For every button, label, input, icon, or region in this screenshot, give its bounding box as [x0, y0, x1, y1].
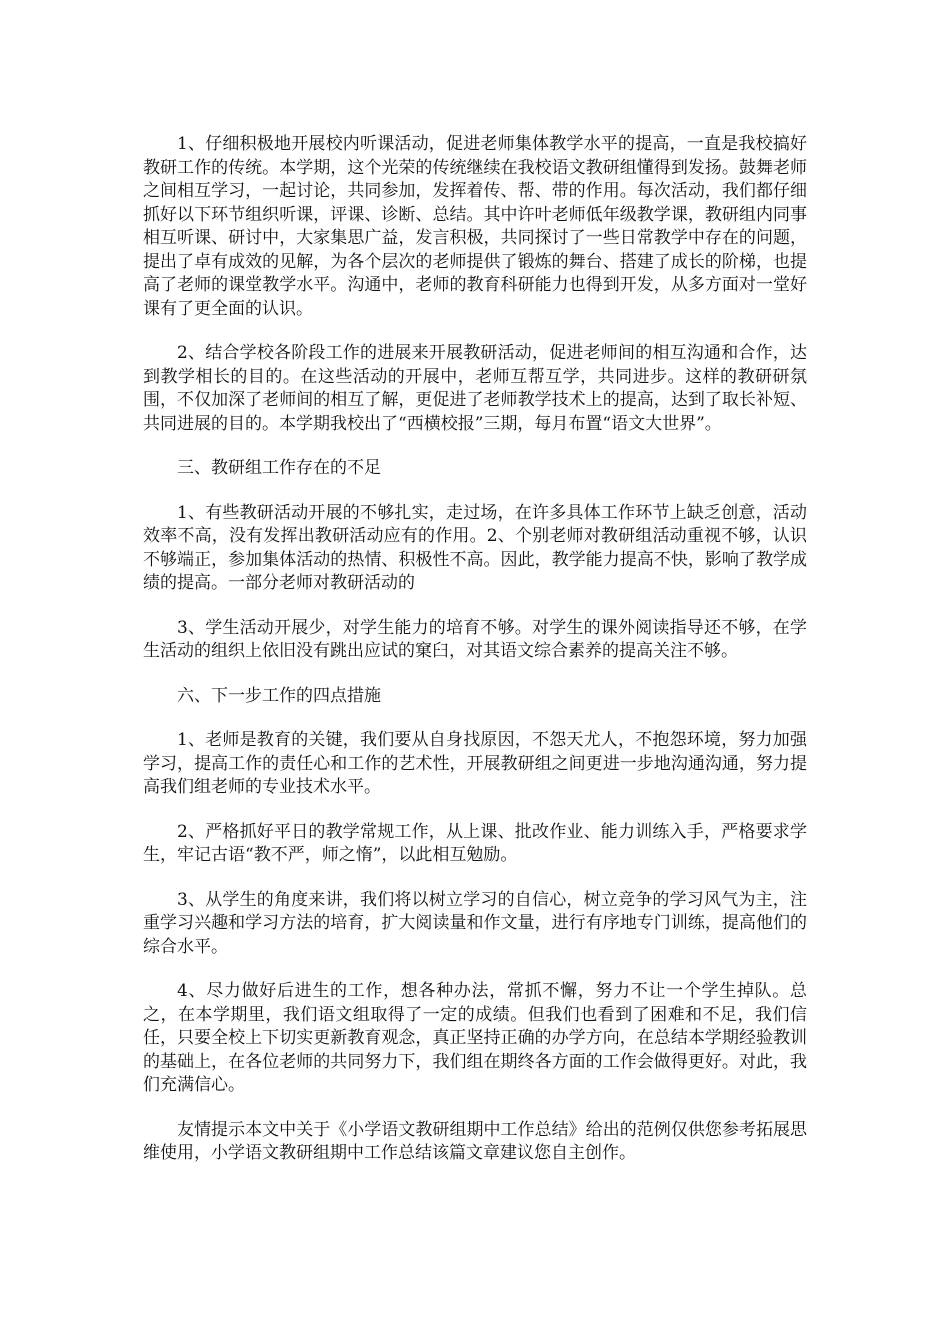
paragraph-friendly-reminder: 友情提示本文中关于《小学语文教研组期中工作总结》给出的范例仅供您参考拓展思维使用，小学语文教研组期中工作总结该篇文章建议您自主创作。: [143, 1119, 807, 1163]
section-heading-next-steps: 六、下一步工作的四点措施: [177, 685, 381, 706]
paragraph-shortcoming-3: 3、学生活动开展少，对学生能力的培育不够。对学生的课外阅读指导还不够，在学生活动的组织上依旧没有跳出应试的窠臼，对其语文综合素养的提高关注不够。: [143, 617, 807, 661]
paragraph-listening-activities: 1、仔细积极地开展校内听课活动，促进老师集体教学水平的提高，一直是我校搞好教研工作的传统。本学期，这个光荣的传统继续在我校语文教研组懂得到发扬。鼓舞老师之间相互学习，一起讨论，共同参加，发挥着传、帮、带的作用。每次活动，我们都仔细抓好以下环节组织听课，评课、诊断、总结。其中许叶老师低年级教学课，教研组内同事相互听课、研讨中，大家集思广益，发言积极，共同探讨了一些日常教学中存在的问题，提出了卓有成效的见解，为各个层次的老师提供了锻炼的舞台、搭建了成长的阶梯，也提高了老师的课堂教学水平。沟通中，老师的教育科研能力也得到开发，从多方面对一堂好课有了更全面的认识。: [143, 134, 807, 319]
paragraph-measure-4: 4、尽力做好后进生的工作，想各种办法，常抓不懈，努力不让一个学生掉队。总之，在本学期里，我们语文组取得了一定的成绩。但我们也看到了困难和不足，我们信任，只要全校上下切实更新教育观念，真正坚持正确的办学方向，在总结本学期经验教训的基础上，在各位老师的共同努力下，我们组在期终各方面的工作会做得更好。对此，我们充满信心。: [143, 981, 807, 1095]
paragraph-measure-3: 3、从学生的角度来讲，我们将以树立学习的自信心，树立竞争的学习风气为主，注重学习兴趣和学习方法的培育，扩大阅读量和作文量，进行有序地专门训练，提高他们的综合水平。: [143, 889, 807, 957]
paragraph-measure-2: 2、严格抓好平日的教学常规工作，从上课、批改作业、能力训练入手，严格要求学生，牢记古语“教不严，师之惰”，以此相互勉励。: [143, 821, 807, 865]
document-body: [143, 133, 807, 1187]
paragraph-shortcoming-1: 1、有些教研活动开展的不够扎实，走过场，在许多具体工作环节上缺乏创意，活动效率不高，没有发挥出教研活动应有的作用。2、个别老师对教研组活动重视不够，认识不够端正，参加集体活动的热情、积极性不高。因此，教学能力提高不快，影响了教学成绩的提高。一部分老师对教研活动的: [143, 502, 807, 593]
paragraph-measure-1: 1、老师是教育的关键，我们要从自身找原因，不怨天尤人，不抱怨环境，努力加强学习，提高工作的责任心和工作的艺术性，开展教研组之间更进一步地沟通沟通，努力提高我们组老师的专业技术水平。: [143, 730, 807, 797]
section-heading-shortcomings: 三、教研组工作存在的不足: [177, 458, 381, 478]
paragraph-teaching-research-progress: 2、结合学校各阶段工作的进展来开展教研活动，促进老师间的相互沟通和合作，达到教学相长的目的。在这些活动的开展中，老师互帮互学，共同进步。这样的教研研氛围，不仅加深了老师间的相互了解，更促进了老师教学技术上的提高，达到了取长补短、共同进展的目的。本学期我校出了“西横校报”三期，每月布置“语文大世界”。: [143, 343, 807, 434]
